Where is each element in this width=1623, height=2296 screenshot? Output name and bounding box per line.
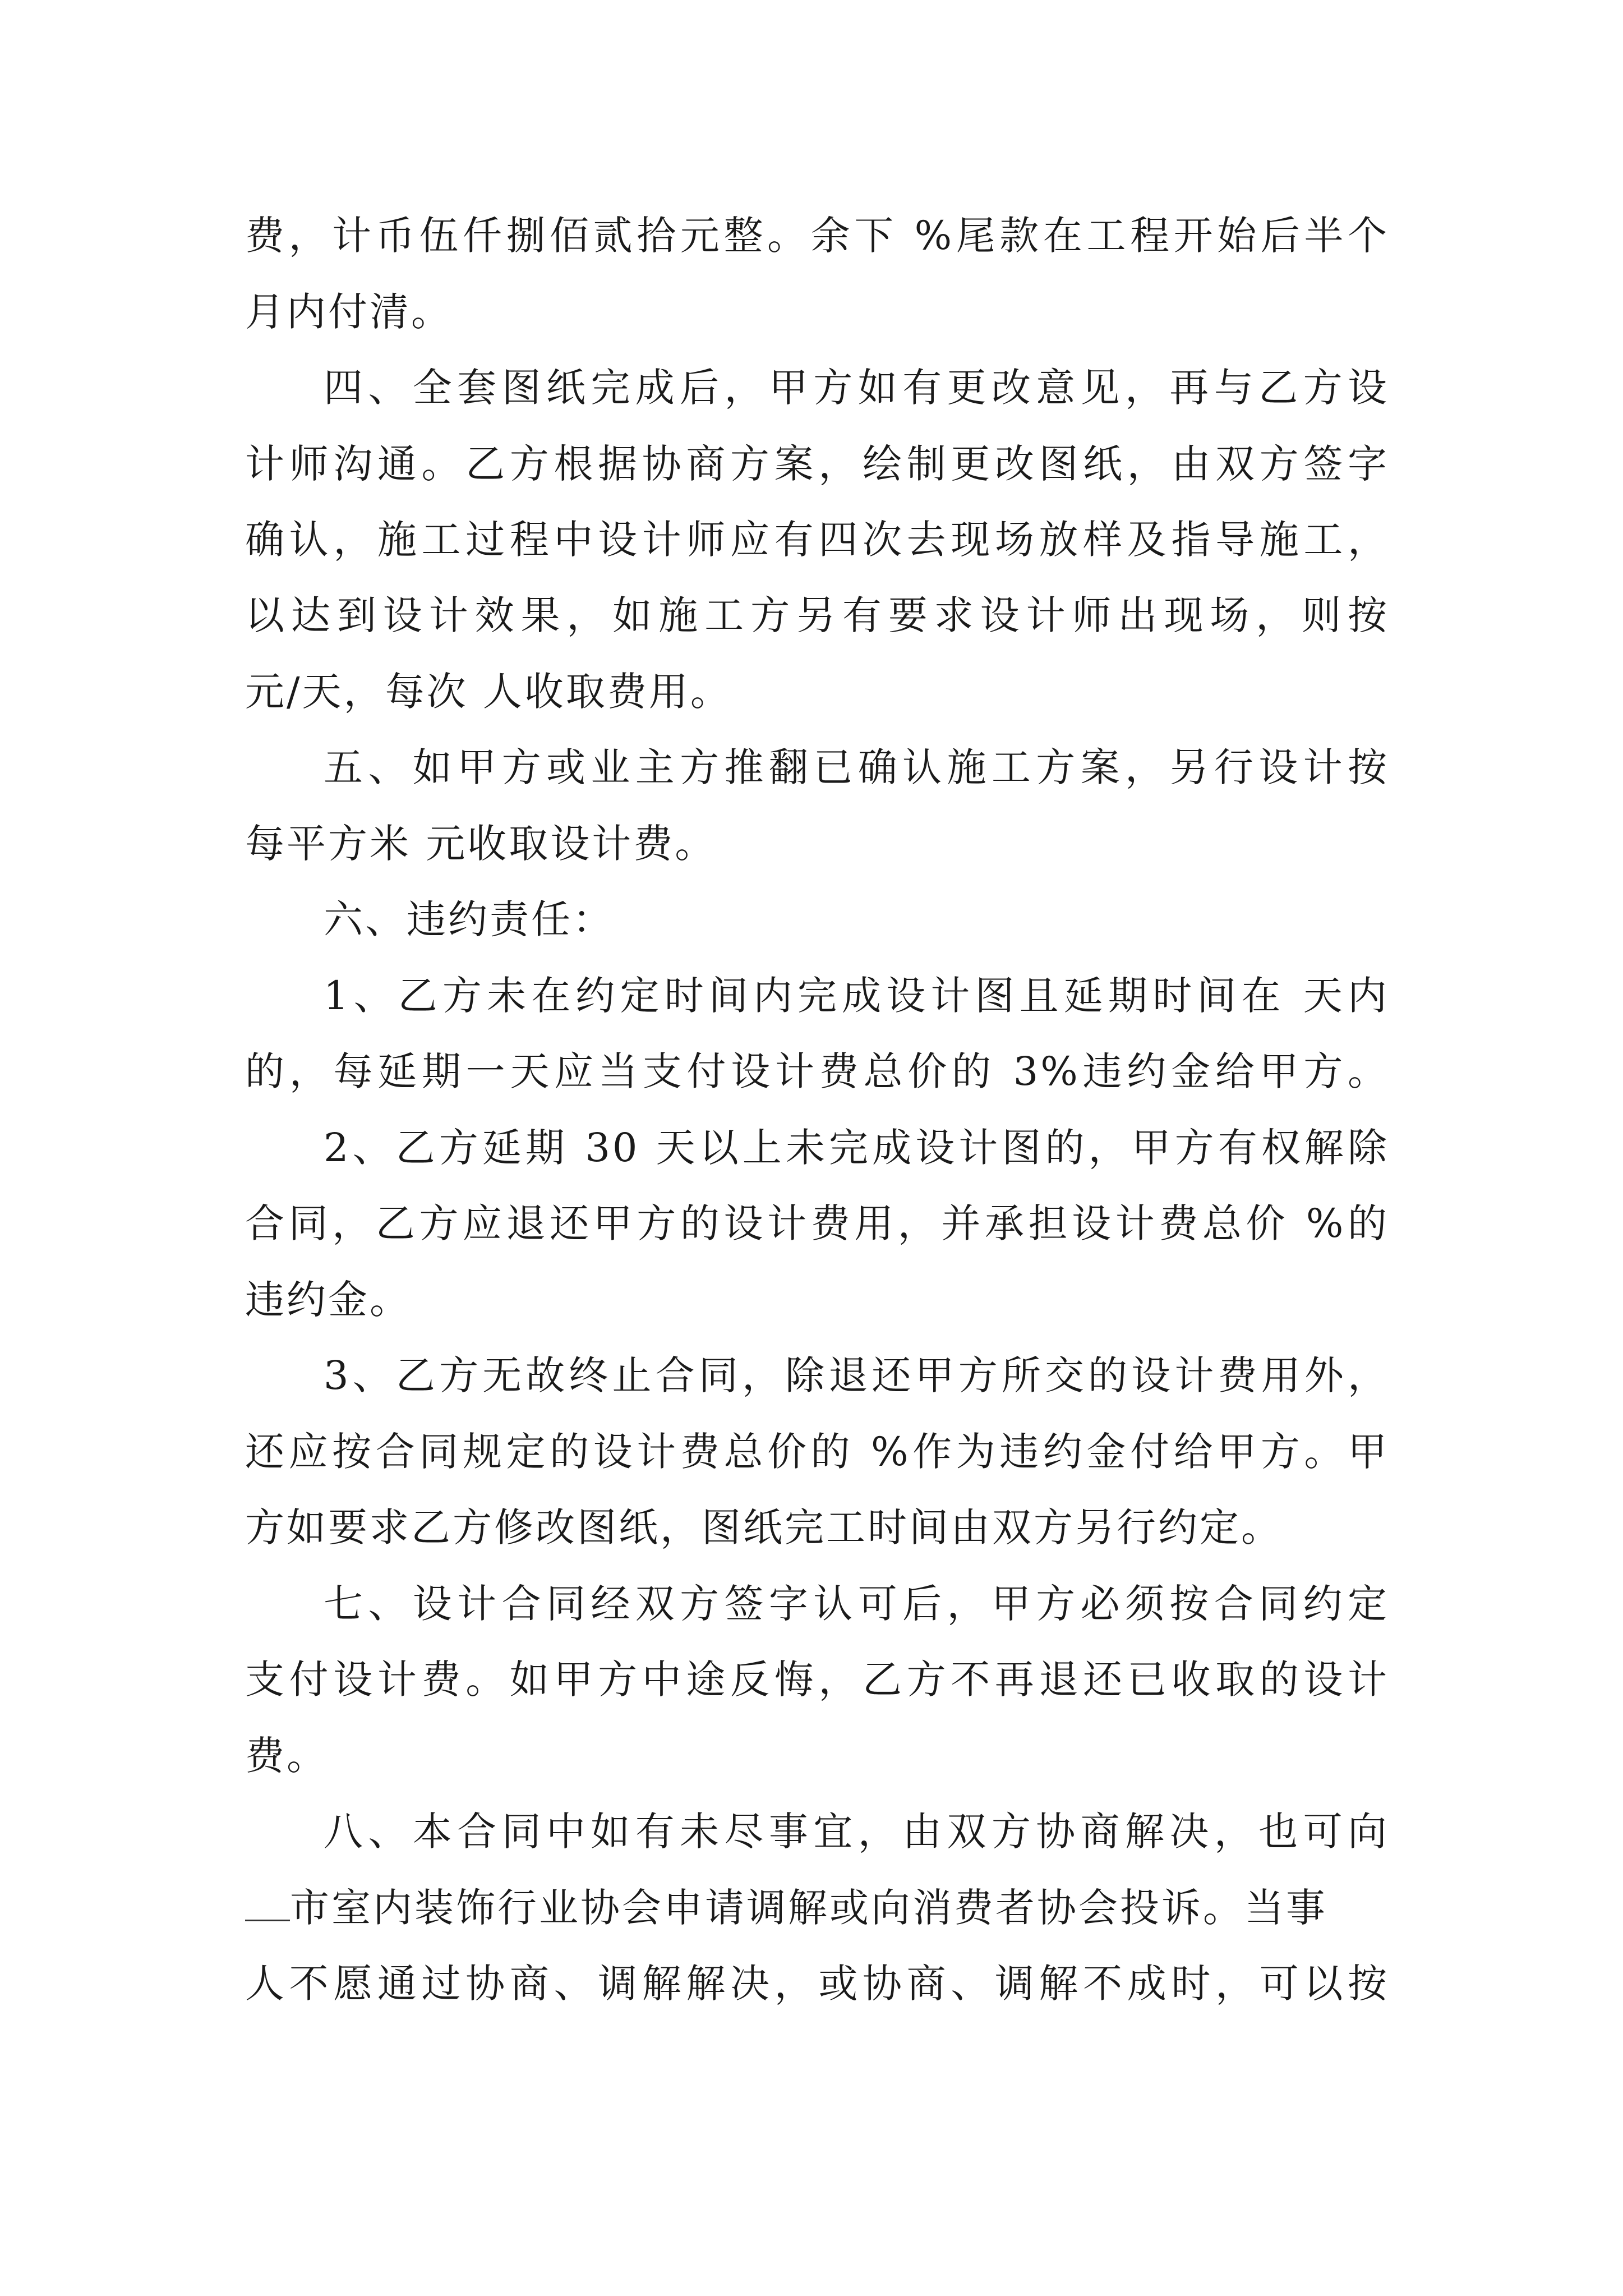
section-6-heading: 六、违约责任：	[324, 896, 614, 942]
text-line: 人不愿通过协商、调解解决，或协商、调解不成时，可以按	[245, 1961, 1389, 2007]
paragraph-8-heading-line: 八、本合同中如有未尽事宜，由双方协商解决，也可向	[324, 1809, 1389, 1855]
text-line: 还应按合同规定的设计费总价的 %作为违约金付给甲方。甲	[245, 1429, 1389, 1475]
clause-1-line: 1、乙方未在约定时间内完成设计图且延期时间在 天内	[324, 973, 1389, 1019]
text-line: 元/天，每次 人收取费用。	[245, 669, 732, 715]
clause-2-line: 2、乙方延期 30 天以上未完成设计图的，甲方有权解除	[324, 1125, 1389, 1171]
text-line: 支付设计费。如甲方中途反悔，乙方不再退还已收取的设计	[245, 1657, 1389, 1703]
paragraph-5-heading-line: 五、如甲方或业主方推翻已确认施工方案，另行设计按	[324, 744, 1389, 790]
text-line: 计师沟通。乙方根据协商方案，绘制更改图纸，由双方签字	[245, 441, 1389, 487]
text-line: 确认，施工过程中设计师应有四次去现场放样及指导施工，	[245, 517, 1389, 563]
text-line: 费，计币伍仟捌佰贰拾元整。余下 %尾款在工程开始后半个	[245, 213, 1389, 259]
paragraph-7-heading-line: 七、设计合同经双方签字认可后，甲方必须按合同约定	[324, 1581, 1389, 1627]
text-line: 以达到设计效果，如施工方另有要求设计师出现场，则按	[245, 592, 1389, 638]
text-line: 每平方米 元收取设计费。	[245, 821, 717, 867]
clause-3-line: 3、乙方无故终止合同，除退还甲方所交的设计费用外，	[324, 1352, 1389, 1398]
text-line: 方如要求乙方修改图纸，图纸完工时间由双方另行约定。	[245, 1504, 1283, 1550]
text-fragment: 市室内装饰行业协会申请调解或向消费者协会投诉。当事	[290, 1885, 1327, 1931]
text-line: 合同，乙方应退还甲方的设计费用，并承担设计费总价 %的	[245, 1200, 1389, 1246]
fill-in-blank	[245, 1886, 290, 1921]
text-line: 费。	[245, 1733, 328, 1779]
text-line: 的，每延期一天应当支付设计费总价的 3%违约金给甲方。	[245, 1048, 1389, 1094]
text-line: 月内付清。	[245, 289, 453, 335]
text-line: 违约金。	[245, 1277, 411, 1323]
paragraph-4-heading-line: 四、全套图纸完成后，甲方如有更改意见，再与乙方设	[324, 365, 1389, 411]
text-line-with-blank	[245, 1880, 1389, 1936]
